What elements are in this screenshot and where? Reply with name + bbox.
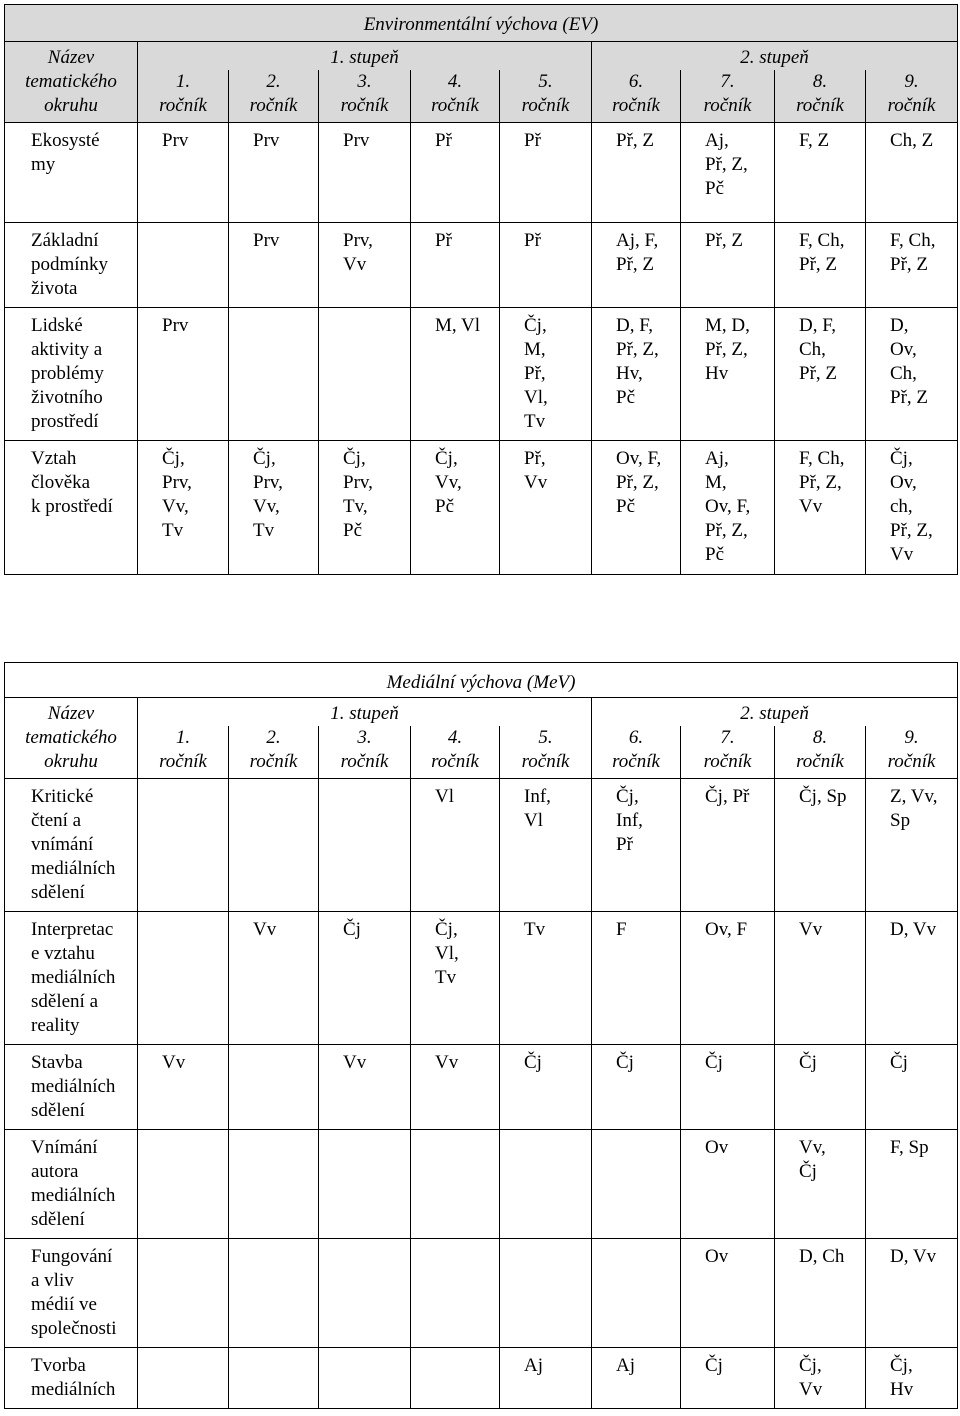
row-cell-grade-2: [229, 308, 319, 441]
ev-grade-row: [5, 70, 958, 123]
row-cell-grade-7: Ov: [681, 1130, 775, 1239]
mev-grade-9: 9. ročník: [866, 726, 958, 779]
mev-grade-5: 5. ročník: [500, 726, 592, 779]
row-cell-grade-7: Aj, M, Ov, F, Př, Z, Pč: [681, 441, 775, 575]
row-cell-grade-9: Z, Vv, Sp: [866, 779, 958, 912]
row-cell-grade-9: D, Ov, Ch, Př, Z: [866, 308, 958, 441]
mev-grade-8: 8. ročník: [775, 726, 866, 779]
mev-name-header: Název tematického okruhu: [5, 698, 138, 779]
row-cell-grade-5: Inf, Vl: [500, 779, 592, 912]
row-cell-grade-4: Čj, Vv, Pč: [411, 441, 500, 575]
row-cell-grade-6: Př, Z: [592, 123, 681, 223]
table-row: [5, 912, 958, 1045]
row-cell-grade-3: Vv: [319, 1045, 411, 1130]
row-cell-grade-1: Prv: [138, 123, 229, 223]
row-cell-grade-2: [229, 1130, 319, 1239]
ev-grade-7: 7. ročník: [681, 70, 775, 123]
row-cell-grade-5: Př: [500, 123, 592, 223]
row-cell-grade-4: Př: [411, 123, 500, 223]
row-cell-grade-3: [319, 779, 411, 912]
row-name: Základní podmínky života: [5, 223, 138, 308]
row-cell-grade-1: Vv: [138, 1045, 229, 1130]
row-cell-grade-2: Prv: [229, 223, 319, 308]
row-cell-grade-8: Čj, Vv: [775, 1348, 866, 1409]
row-cell-grade-6: Aj, F, Př, Z: [592, 223, 681, 308]
row-cell-grade-1: [138, 779, 229, 912]
ev-stage-row: [5, 42, 958, 71]
row-cell-grade-3: [319, 308, 411, 441]
row-cell-grade-6: Čj, Inf, Př: [592, 779, 681, 912]
row-name: Vztah člověka k prostředí: [5, 441, 138, 575]
mev-grade-7: 7. ročník: [681, 726, 775, 779]
row-cell-grade-4: M, Vl: [411, 308, 500, 441]
row-cell-grade-5: Př, Vv: [500, 441, 592, 575]
row-cell-grade-9: Čj: [866, 1045, 958, 1130]
mev-title: Mediální výchova (MeV): [5, 663, 958, 698]
row-cell-grade-4: Vv: [411, 1045, 500, 1130]
row-cell-grade-7: Ov: [681, 1239, 775, 1348]
row-cell-grade-6: [592, 1239, 681, 1348]
row-cell-grade-9: F, Sp: [866, 1130, 958, 1239]
mev-table: [4, 662, 958, 1409]
row-cell-grade-3: Prv: [319, 123, 411, 223]
ev-grade-9: 9. ročník: [866, 70, 958, 123]
row-cell-grade-8: D, F, Ch, Př, Z: [775, 308, 866, 441]
row-cell-grade-2: [229, 1348, 319, 1409]
row-cell-grade-3: [319, 1239, 411, 1348]
row-cell-grade-9: D, Vv: [866, 912, 958, 1045]
mev-title-row: [5, 663, 958, 698]
ev-grade-5: 5. ročník: [500, 70, 592, 123]
table-row: [5, 779, 958, 912]
row-cell-grade-4: Př: [411, 223, 500, 308]
row-cell-grade-5: Čj: [500, 1045, 592, 1130]
ev-grade-4: 4. ročník: [411, 70, 500, 123]
row-cell-grade-7: M, D, Př, Z, Hv: [681, 308, 775, 441]
row-cell-grade-7: Aj, Př, Z, Pč: [681, 123, 775, 223]
row-cell-grade-2: Vv: [229, 912, 319, 1045]
mev-body: [5, 663, 958, 1409]
row-cell-grade-6: F: [592, 912, 681, 1045]
row-cell-grade-7: Čj: [681, 1045, 775, 1130]
row-cell-grade-2: [229, 1045, 319, 1130]
row-cell-grade-8: Čj: [775, 1045, 866, 1130]
ev-title-row: [5, 5, 958, 42]
mev-grade-3: 3. ročník: [319, 726, 411, 779]
row-cell-grade-1: Čj, Prv, Vv, Tv: [138, 441, 229, 575]
row-cell-grade-8: F, Ch, Př, Z, Vv: [775, 441, 866, 575]
row-cell-grade-7: Ov, F: [681, 912, 775, 1045]
ev-stage-1: 1. stupeň: [138, 42, 592, 71]
row-cell-grade-9: D, Vv: [866, 1239, 958, 1348]
row-cell-grade-1: [138, 912, 229, 1045]
row-name: Ekosysté my: [5, 123, 138, 223]
mev-grade-6: 6. ročník: [592, 726, 681, 779]
row-cell-grade-8: D, Ch: [775, 1239, 866, 1348]
row-cell-grade-2: [229, 1239, 319, 1348]
row-cell-grade-4: Čj, Vl, Tv: [411, 912, 500, 1045]
row-cell-grade-6: Čj: [592, 1045, 681, 1130]
table-row: [5, 1239, 958, 1348]
row-cell-grade-5: Čj, M, Př, Vl, Tv: [500, 308, 592, 441]
table-row: [5, 1045, 958, 1130]
ev-table: [4, 4, 958, 575]
table-row: [5, 308, 958, 441]
row-cell-grade-5: Aj: [500, 1348, 592, 1409]
row-cell-grade-8: F, Ch, Př, Z: [775, 223, 866, 308]
row-cell-grade-7: Čj, Př: [681, 779, 775, 912]
row-cell-grade-4: [411, 1130, 500, 1239]
ev-stage-2: 2. stupeň: [592, 42, 958, 71]
row-cell-grade-2: [229, 779, 319, 912]
row-cell-grade-3: Čj, Prv, Tv, Pč: [319, 441, 411, 575]
row-cell-grade-3: Čj: [319, 912, 411, 1045]
row-name: Interpretac e vztahu mediálních sdělení a reality: [5, 912, 138, 1045]
ev-grade-8: 8. ročník: [775, 70, 866, 123]
row-cell-grade-6: Ov, F, Př, Z, Pč: [592, 441, 681, 575]
table-row: [5, 441, 958, 575]
ev-grade-1: 1. ročník: [138, 70, 229, 123]
row-cell-grade-3: [319, 1348, 411, 1409]
ev-grade-2: 2. ročník: [229, 70, 319, 123]
row-cell-grade-2: Prv: [229, 123, 319, 223]
table-row: [5, 123, 958, 223]
row-name: Kritické čtení a vnímání mediálních sdělení: [5, 779, 138, 912]
row-cell-grade-1: [138, 223, 229, 308]
mev-grade-row: [5, 726, 958, 779]
mev-stage-2: 2. stupeň: [592, 698, 958, 727]
row-cell-grade-5: Tv: [500, 912, 592, 1045]
row-cell-grade-1: [138, 1348, 229, 1409]
row-cell-grade-5: [500, 1130, 592, 1239]
row-name: Fungování a vliv médií ve společnosti: [5, 1239, 138, 1348]
row-cell-grade-6: [592, 1130, 681, 1239]
row-cell-grade-6: D, F, Př, Z, Hv, Pč: [592, 308, 681, 441]
row-cell-grade-8: Vv: [775, 912, 866, 1045]
table-row: [5, 1348, 958, 1409]
mev-grade-1: 1. ročník: [138, 726, 229, 779]
mev-grade-2: 2. ročník: [229, 726, 319, 779]
row-cell-grade-2: Čj, Prv, Vv, Tv: [229, 441, 319, 575]
ev-body: [5, 5, 958, 575]
ev-title: Environmentální výchova (EV): [5, 5, 958, 42]
table-row: [5, 223, 958, 308]
row-cell-grade-3: Prv, Vv: [319, 223, 411, 308]
row-name: Stavba mediálních sdělení: [5, 1045, 138, 1130]
row-cell-grade-1: [138, 1130, 229, 1239]
row-name: Lidské aktivity a problémy životního prostředí: [5, 308, 138, 441]
row-cell-grade-9: F, Ch, Př, Z: [866, 223, 958, 308]
row-cell-grade-4: Vl: [411, 779, 500, 912]
row-cell-grade-5: [500, 1239, 592, 1348]
row-cell-grade-1: Prv: [138, 308, 229, 441]
mev-stage-1: 1. stupeň: [138, 698, 592, 727]
row-cell-grade-9: Čj, Hv: [866, 1348, 958, 1409]
row-cell-grade-8: F, Z: [775, 123, 866, 223]
row-cell-grade-7: Př, Z: [681, 223, 775, 308]
row-cell-grade-3: [319, 1130, 411, 1239]
ev-grade-6: 6. ročník: [592, 70, 681, 123]
row-cell-grade-8: Vv, Čj: [775, 1130, 866, 1239]
row-cell-grade-6: Aj: [592, 1348, 681, 1409]
mev-stage-row: [5, 698, 958, 727]
row-cell-grade-8: Čj, Sp: [775, 779, 866, 912]
row-cell-grade-7: Čj: [681, 1348, 775, 1409]
row-cell-grade-9: Čj, Ov, ch, Př, Z, Vv: [866, 441, 958, 575]
mev-grade-4: 4. ročník: [411, 726, 500, 779]
row-name: Vnímání autora mediálních sdělení: [5, 1130, 138, 1239]
ev-grade-3: 3. ročník: [319, 70, 411, 123]
table-row: [5, 1130, 958, 1239]
ev-name-header: Název tematického okruhu: [5, 42, 138, 123]
row-cell-grade-5: Př: [500, 223, 592, 308]
row-cell-grade-4: [411, 1348, 500, 1409]
row-cell-grade-4: [411, 1239, 500, 1348]
row-cell-grade-1: [138, 1239, 229, 1348]
row-cell-grade-9: Ch, Z: [866, 123, 958, 223]
row-name: Tvorba mediálních: [5, 1348, 138, 1409]
